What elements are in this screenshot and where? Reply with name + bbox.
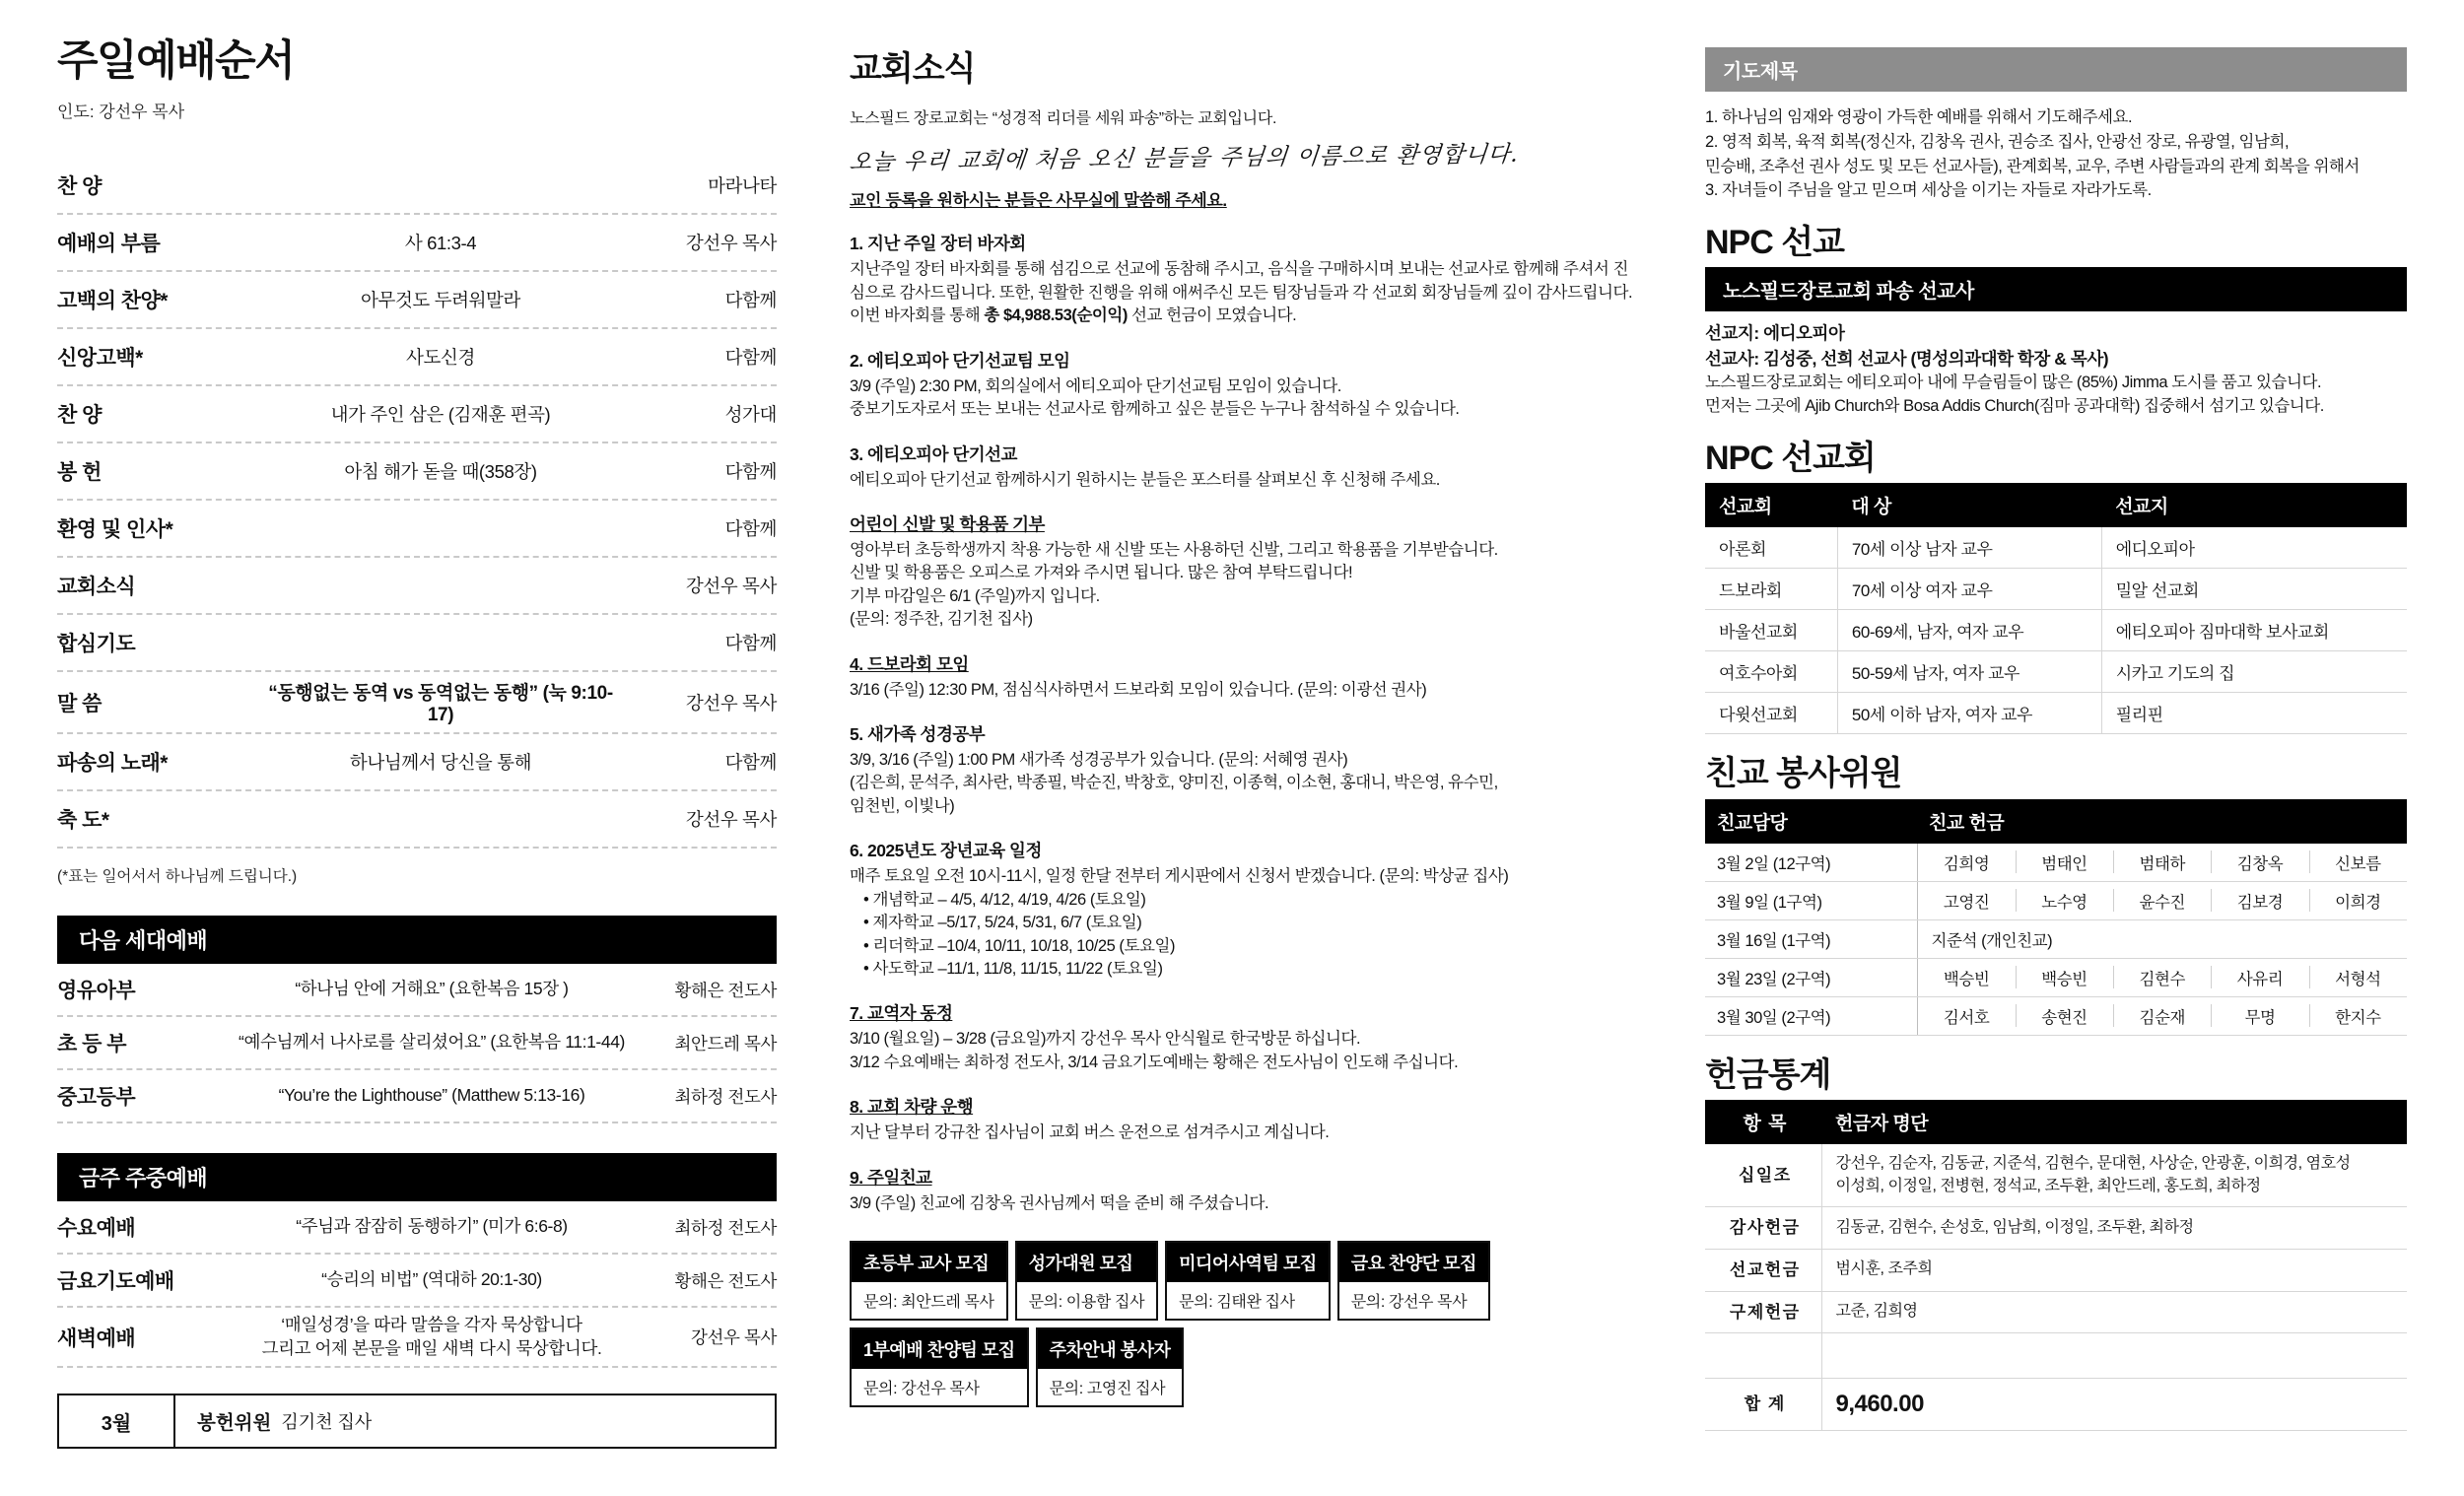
society-cell: 필리핀	[2101, 693, 2407, 734]
recruitment-boxes	[850, 1241, 1638, 1407]
committee-info	[175, 1395, 775, 1447]
news-item-list	[850, 231, 1638, 1215]
society-column-header: 선교지	[2101, 483, 2407, 527]
table-row	[1705, 1206, 2407, 1249]
offering-column-header: 항 목	[1705, 1100, 1821, 1144]
schedule-person: 최하정 전도사	[674, 1086, 777, 1107]
order-item-name: 찬 양	[57, 175, 102, 199]
recruitment-title: 금요 찬양단 모집	[1339, 1243, 1488, 1282]
fellowship-name: 송현진	[2016, 997, 2113, 1035]
schedule-row	[57, 1255, 777, 1308]
schedule-detail: “You’re the Lighthouse” (Matthew 5:13-16)	[278, 1085, 585, 1106]
offering-donors	[1821, 1333, 2407, 1379]
society-cell: 70세 이상 여자 교우	[1837, 569, 2101, 610]
news-title: 교회소식	[850, 50, 976, 88]
news-highlight-amount: 총 $4,988.53(순이익)	[984, 306, 1128, 325]
fellowship-name-grid	[1918, 997, 2408, 1035]
news-item	[850, 442, 1638, 492]
offering-category: 선교헌금	[1705, 1249, 1821, 1291]
order-item-person: 다함께	[724, 518, 777, 540]
schedule-detail: “하나님 안에 거해요” (요한복음 15장 )	[295, 979, 569, 999]
offering-category: 감사헌금	[1705, 1206, 1821, 1249]
fellowship-name: 한지수	[2309, 997, 2407, 1035]
fellowship-name: 백승빈	[2016, 959, 2113, 996]
order-item-detail: 하나님께서 당신을 통해	[349, 752, 532, 774]
weekly-worship	[57, 1153, 777, 1368]
order-item-person: 다함께	[724, 752, 777, 774]
news-item-body	[850, 375, 1638, 422]
schedule-label: 금요기도예배	[57, 1270, 174, 1294]
news-line: 임천빈, 이빛나)	[850, 796, 955, 815]
column-church-news	[850, 0, 1638, 1407]
schedule-label: 영유아부	[57, 980, 136, 1003]
order-row	[57, 791, 777, 849]
recruitment-contact: 문의: 강선우 목사	[863, 1381, 980, 1398]
committee-person: 김기천 집사	[281, 1412, 373, 1433]
news-line: 기부 마감일은 6/1 (주일)까지 입니다.	[850, 586, 1100, 605]
fellowship-table	[1705, 799, 2407, 1036]
recruitment-contact: 문의: 강선우 목사	[1350, 1294, 1468, 1312]
handwritten-welcome: 오늘 우리 교회에 처음 오신 분들을 주님의 이름으로 환영합니다.	[848, 142, 1521, 176]
order-item-name: 말 씀	[57, 692, 102, 715]
missionary-details	[1705, 321, 2407, 419]
order-item-person: 마라나타	[708, 175, 777, 197]
news-item-title: 2. 에티오피아 단기선교팀 모임	[850, 350, 1070, 371]
donor-line: 강선우, 김순자, 김동균, 지준석, 김현수, 문대현, 사상순, 안광훈, 이희경, 염호성	[1835, 1155, 2351, 1173]
fellowship-names	[1917, 881, 2407, 919]
order-item-detail: 사도신경	[406, 347, 475, 369]
fellowship-name: 백승빈	[1943, 970, 1990, 988]
news-line: 3/9, 3/16 (주일) 1:00 PM 새가족 성경공부가 있습니다. (문의: 서혜영 권사)	[850, 751, 1348, 770]
order-item-name: 합심기도	[57, 633, 136, 656]
society-cell: 60-69세, 남자, 여자 교우	[1837, 610, 2101, 651]
news-item	[850, 348, 1638, 422]
mission-desc-line1: 노스필드장로교회는 에티오피아 내에 무슬림들이 많은 (85%) Jimma 도시를 품고 있습니다.	[1705, 374, 2322, 392]
news-line: 영아부터 초등학생까지 착용 가능한 새 신발 또는 사용하던 신발, 그리고 학용품을 기부받습니다.	[850, 540, 1498, 559]
news-item	[850, 231, 1638, 327]
news-item-title: 4. 드보라회 모임	[850, 653, 969, 674]
mission-society-table	[1705, 483, 2407, 734]
offering-category: 구제헌금	[1705, 1291, 1821, 1333]
society-cell: 밀알 선교회	[2101, 569, 2407, 610]
order-item-person: 강선우 목사	[685, 809, 777, 831]
society-cell: 여호수아회	[1705, 651, 1837, 693]
mission-field: 선교지: 에디오피아	[1705, 323, 1845, 344]
news-item-body	[850, 749, 1638, 818]
donor-line: 이성희, 이정일, 전병현, 정석교, 조두환, 최안드레, 홍도희, 최하정	[1835, 1177, 2261, 1194]
order-row	[57, 558, 777, 615]
fellowship-name-grid	[1918, 959, 2408, 996]
fellowship-name: 신보름	[2309, 844, 2407, 881]
news-item	[850, 838, 1638, 981]
table-row	[1705, 996, 2407, 1035]
table-row	[1705, 844, 2407, 882]
society-cell: 아론회	[1705, 527, 1837, 569]
donor-line: 범시훈, 조주희	[1835, 1260, 1933, 1278]
fellowship-name: 김창옥	[2211, 844, 2308, 881]
committee-role: 봉헌위원	[197, 1412, 272, 1435]
society-cell: 에티오피아 짐마대학 보사교회	[2101, 610, 2407, 651]
fellowship-date: 3월 23일 (2구역)	[1705, 958, 1917, 996]
news-item	[850, 1000, 1638, 1074]
schedule-label: 초 등 부	[57, 1033, 127, 1056]
npc-mission-title: NPC 선교	[1705, 224, 1844, 261]
order-row	[57, 272, 777, 329]
table-row	[1705, 958, 2407, 996]
recruitment-box[interactable]	[1337, 1241, 1490, 1321]
schedule-row	[57, 1070, 777, 1123]
news-line: 매주 토요일 오전 10시-11시, 일정 한달 전부터 게시판에서 신청서 받겠습니다. (문의: 박상균 집사)	[850, 867, 1509, 886]
order-row	[57, 615, 777, 672]
recruitment-title: 1부예배 찬양팀 모집	[852, 1329, 1027, 1369]
schedule-row	[57, 1017, 777, 1070]
table-row	[1705, 1249, 2407, 1291]
news-item-title: 9. 주일친교	[850, 1167, 932, 1188]
news-item-title: 1. 지난 주일 장터 바자회	[850, 234, 1026, 254]
offering-column-header: 헌금자 명단	[1821, 1100, 2407, 1144]
fellowship-column-header: 친교담당	[1705, 799, 1917, 844]
order-item-person: 다함께	[724, 290, 777, 311]
recruitment-box[interactable]	[1165, 1241, 1331, 1321]
news-item-title: 어린이 신발 및 학용품 기부	[850, 513, 1045, 534]
fellowship-names	[1917, 844, 2407, 882]
table-row	[1705, 1291, 2407, 1333]
worship-order-table	[57, 158, 777, 849]
order-row	[57, 329, 777, 386]
table-row	[1705, 919, 2407, 958]
schedule-person: 최안드레 목사	[674, 1033, 777, 1054]
news-line: 에티오피아 단기선교 함께하시기 원하시는 분들은 포스터를 살펴보신 후 신청해 주세요.	[850, 470, 1440, 489]
page-title: 주일예배순서	[57, 37, 295, 85]
news-line: 3/10 (월요일) – 3/28 (금요일)까지 강선우 목사 안식월로 한국방문 하십니다.	[850, 1030, 1361, 1049]
fellowship-title: 친교 봉사위원	[1705, 755, 1902, 793]
order-item-detail: “동행없는 동역 vs 동역없는 동행” (눅 9:10-17)	[268, 683, 613, 726]
news-item	[850, 651, 1638, 702]
fellowship-date: 3월 2일 (12구역)	[1705, 844, 1917, 882]
fellowship-name: 사유리	[2211, 959, 2308, 996]
society-column-header: 선교회	[1705, 483, 1837, 527]
news-line: (문의: 정주찬, 김기천 집사)	[850, 610, 1033, 629]
news-item-body	[850, 1028, 1638, 1074]
recruitment-contact: 문의: 고영진 집사	[1049, 1381, 1166, 1398]
schedule-row	[57, 1308, 777, 1368]
fellowship-name: 무명	[2211, 997, 2308, 1035]
order-item-person: 다함께	[724, 633, 777, 654]
order-row	[57, 672, 777, 734]
order-item-person: 다함께	[724, 461, 777, 483]
schedule-detail: ‘매일성경’을 따라 말씀을 각자 묵상합니다 그리고 어제 본문을 매일 새벽 다시 묵상합니다.	[261, 1315, 602, 1358]
fellowship-column-header: 친교 헌금	[1917, 799, 2407, 844]
news-item	[850, 1165, 1638, 1215]
news-line: 지난 달부터 강규찬 집사님이 교회 버스 운전으로 섬겨주시고 계십니다.	[850, 1123, 1330, 1142]
fellowship-name: 김순재	[2113, 997, 2211, 1035]
month-label: 3월	[59, 1395, 175, 1447]
church-motto: 노스필드 장로교회는 “성경적 리더를 세워 파송”하는 교회입니다.	[850, 110, 1277, 128]
society-cell: 50-59세 남자, 여자 교우	[1837, 651, 2101, 693]
next-gen-header: 다음 세대예배	[57, 916, 777, 964]
recruitment-contact: 문의: 최안드레 목사	[863, 1294, 994, 1312]
news-line: • 제자학교 –5/17, 5/24, 5/31, 6/7 (토요일)	[863, 914, 1142, 932]
news-line: • 리더학교 –10/4, 10/11, 10/18, 10/25 (토요일)	[863, 936, 1175, 955]
fellowship-name: 김서호	[1943, 1008, 1990, 1027]
worship-leader: 인도: 강선우 목사	[57, 102, 185, 122]
schedule-detail: “주님과 잠잠히 동행하기” (미가 6:6-8)	[296, 1216, 568, 1237]
table-row	[1705, 1144, 2407, 1206]
fellowship-name-grid	[1918, 844, 2408, 881]
news-item-title: 8. 교회 차량 운행	[850, 1097, 974, 1118]
society-cell: 70세 이상 남자 교우	[1837, 527, 2101, 569]
recruitment-title: 성가대원 모집	[1017, 1243, 1157, 1282]
recruitment-contact: 문의: 김태완 집사	[1179, 1294, 1295, 1312]
news-item-title: 6. 2025년도 장년교육 일정	[850, 841, 1042, 861]
news-item-body	[850, 679, 1638, 702]
news-item	[850, 721, 1638, 818]
schedule-label: 수요예배	[57, 1217, 136, 1241]
recruitment-box[interactable]	[850, 1241, 1008, 1321]
sent-missionary-header: 노스필드장로교회 파송 선교사	[1705, 267, 2407, 311]
order-item-detail: 사 61:3-4	[404, 233, 477, 254]
order-row	[57, 443, 777, 501]
news-item-body	[850, 865, 1638, 981]
society-cell: 드보라회	[1705, 569, 1837, 610]
recruitment-box[interactable]	[1036, 1327, 1185, 1407]
schedule-person: 최하정 전도사	[674, 1217, 777, 1238]
order-item-person: 강선우 목사	[685, 233, 777, 254]
news-item-title: 7. 교역자 동정	[850, 1003, 953, 1024]
npc-society-title: NPC 선교회	[1705, 439, 1876, 477]
news-line: 중보기도자로서 또는 보내는 선교사로 함께하고 싶은 분들은 누구나 참석하실 수 있습니다.	[850, 400, 1460, 419]
mission-desc-line2: 먼저는 그곳에 Ajib Church와 Bosa Addis Church(짐마 공과대학) 집중해서 섬기고 있습니다.	[1705, 397, 2324, 416]
schedule-label: 중고등부	[57, 1086, 136, 1110]
news-line: • 개념학교 – 4/5, 4/12, 4/19, 4/26 (토요일)	[863, 890, 1146, 909]
news-line: 3/9 (주일) 2:30 PM, 회의실에서 에티오피아 단기선교팀 모임이 있습니다.	[850, 376, 1341, 395]
offering-title: 헌금통계	[1705, 1055, 1831, 1094]
schedule-person: 황해은 전도사	[674, 980, 777, 1000]
star-footnote: (*표는 일어서서 하나님께 드립니다.)	[57, 868, 298, 886]
order-row	[57, 734, 777, 791]
order-row	[57, 215, 777, 272]
recruitment-title: 초등부 교사 모집	[852, 1243, 1006, 1282]
order-item-person: 강선우 목사	[685, 692, 777, 714]
fellowship-name: 서형석	[2309, 959, 2407, 996]
news-line: 3/16 (주일) 12:30 PM, 점심식사하면서 드보라회 모임이 있습니다. (문의: 이광선 권사)	[850, 680, 1427, 699]
fellowship-name: 김보경	[2211, 882, 2308, 919]
news-line: • 사도학교 –11/1, 11/8, 11/15, 11/22 (토요일)	[863, 959, 1163, 978]
prayer-topic-list	[1705, 105, 2407, 203]
order-item-name: 신앙고백*	[57, 347, 143, 371]
order-row	[57, 386, 777, 443]
schedule-row	[57, 964, 777, 1017]
schedule-label: 새벽예배	[57, 1326, 136, 1350]
offering-donors	[1821, 1291, 2407, 1333]
fellowship-names	[1917, 996, 2407, 1035]
prayer-line: 1. 하나님의 임재와 영광이 가득한 예배를 위해서 기도해주세요.	[1705, 108, 2133, 126]
recruitment-title: 미디어사역팀 모집	[1167, 1243, 1329, 1282]
news-item-title: 3. 에티오피아 단기선교	[850, 443, 1017, 464]
order-row	[57, 158, 777, 215]
table-row	[1705, 693, 2407, 734]
recruitment-box[interactable]	[1015, 1241, 1159, 1321]
schedule-detail: “예수님께서 나사로를 살리셨어요” (요한복음 11:1-44)	[239, 1032, 625, 1053]
offering-total-row	[1705, 1379, 2407, 1431]
table-row	[1705, 651, 2407, 693]
order-item-name: 환영 및 인사*	[57, 518, 173, 542]
fellowship-name: 노수영	[2016, 882, 2113, 919]
offering-committee-box	[57, 1394, 777, 1449]
order-item-person: 다함께	[724, 347, 777, 369]
fellowship-name: 김현수	[2113, 959, 2211, 996]
registration-note: 교인 등록을 원하시는 분들은 사무실에 말씀해 주세요.	[850, 191, 1227, 211]
order-item-person: 강선우 목사	[685, 576, 777, 597]
order-row	[57, 501, 777, 558]
offering-category	[1705, 1333, 1821, 1379]
offering-category: 십일조	[1705, 1144, 1821, 1206]
society-cell: 다윗선교회	[1705, 693, 1837, 734]
order-item-name: 찬 양	[57, 404, 102, 428]
donor-line: 김동균, 김현수, 손성호, 임남희, 이정일, 조두환, 최하정	[1835, 1218, 2194, 1236]
news-item-body	[850, 1192, 1638, 1215]
recruitment-contact: 문의: 이용함 집사	[1028, 1294, 1145, 1312]
offering-total-label: 합 계	[1705, 1379, 1821, 1431]
fellowship-names	[1917, 958, 2407, 996]
news-item	[850, 511, 1638, 632]
news-item-body	[850, 539, 1638, 632]
news-item-body: 지난주일 장터 바자회를 통해 섬김으로 선교에 동참해 주시고, 음식을 구매하시며 보내는 선교사로 함께해 주셔서 진심으로 감사드립니다. 또한, 원활한 진행을 위해 애써주신 모든 팀장님들과 각 선교회 회장님들께 깊이 감사드립니다. 이번 바자회를 통해 총 $4,988.53(순이익) 선교 헌금이 모였습니다.	[850, 260, 1633, 325]
offering-stats-table	[1705, 1100, 2407, 1431]
news-item-body	[850, 469, 1638, 492]
order-item-detail: 아무것도 두려워말라	[361, 290, 520, 311]
news-line: 3/9 (주일) 친교에 김창옥 권사님께서 떡을 준비 해 주셨습니다.	[850, 1193, 1269, 1212]
prayer-header: 기도제목	[1705, 47, 2407, 92]
column-worship-order	[57, 0, 777, 1449]
fellowship-name: 지준석 (개인친교)	[1931, 931, 2053, 950]
news-line: 신발 및 학용품은 오피스로 가져와 주시면 됩니다. 많은 참여 부탁드립니다!	[850, 564, 1353, 582]
society-cell: 에디오피아	[2101, 527, 2407, 569]
order-item-detail: 내가 주인 삼은 (김재훈 편곡)	[330, 404, 551, 426]
fellowship-name: 이희경	[2309, 882, 2407, 919]
news-line: (김은희, 문석주, 최사란, 박종필, 박순진, 박창호, 양미진, 이종혁, 이소현, 홍대니, 박은영, 유수민,	[850, 774, 1498, 792]
offering-donors	[1821, 1249, 2407, 1291]
fellowship-date: 3월 30일 (2구역)	[1705, 996, 1917, 1035]
fellowship-name: 범태인	[2016, 844, 2113, 881]
donor-line: 고준, 김희영	[1835, 1303, 1918, 1321]
society-cell: 50세 이하 남자, 여자 교우	[1837, 693, 2101, 734]
fellowship-names	[1917, 919, 2407, 958]
society-cell: 시카고 기도의 집	[2101, 651, 2407, 693]
schedule-row	[57, 1201, 777, 1255]
table-row	[1705, 610, 2407, 651]
recruitment-title: 주차안내 봉사자	[1038, 1329, 1183, 1369]
missionary-name: 선교사: 김성중, 선희 선교사 (명성의과대학 학장 & 목사)	[1705, 348, 2109, 369]
order-item-name: 파송의 노래*	[57, 752, 168, 776]
next-generation-worship	[57, 916, 777, 1123]
weekly-header: 금주 주중예배	[57, 1153, 777, 1201]
order-item-name: 교회소식	[57, 576, 136, 599]
recruitment-box[interactable]	[850, 1327, 1029, 1407]
society-column-header: 대 상	[1837, 483, 2101, 527]
offering-donors	[1821, 1206, 2407, 1249]
news-item-title: 5. 새가족 성경공부	[850, 724, 986, 745]
table-row	[1705, 569, 2407, 610]
fellowship-name-grid	[1918, 882, 2408, 919]
prayer-line: 민승배, 조추선 권사 성도 및 모든 선교사들), 관계회복, 교우, 주변 사람들과의 관계 회복을 위해서	[1705, 157, 2360, 175]
news-line: 3/12 수요예배는 최하정 전도사, 3/14 금요기도예배는 황해은 전도사님이 인도해 주십니다.	[850, 1053, 1459, 1071]
order-item-name: 봉 헌	[57, 461, 102, 485]
schedule-person: 황해은 전도사	[674, 1270, 777, 1291]
order-item-name: 예배의 부름	[57, 233, 161, 256]
news-item-body	[850, 1122, 1638, 1144]
news-item	[850, 1094, 1638, 1144]
offering-total-value: 9,460.00	[1821, 1379, 2407, 1431]
table-row	[1705, 1333, 2407, 1379]
fellowship-name: 윤수진	[2113, 882, 2211, 919]
prayer-line: 3. 자녀들이 주님을 알고 믿으며 세상을 이기는 자들로 자라가도록.	[1705, 181, 2152, 200]
column-prayer-mission	[1705, 0, 2407, 1431]
fellowship-name: 김희영	[1943, 854, 1990, 873]
fellowship-date: 3월 9일 (1구역)	[1705, 881, 1917, 919]
order-item-person: 성가대	[724, 404, 777, 426]
offering-donors	[1821, 1144, 2407, 1206]
schedule-person: 강선우 목사	[691, 1327, 777, 1348]
prayer-line: 2. 영적 회복, 육적 회복(정신자, 김창옥 권사, 권승조 집사, 안광선 장로, 유광열, 임남희,	[1705, 132, 2290, 151]
order-item-name: 축 도*	[57, 809, 109, 833]
schedule-detail: “승리의 비법” (역대하 20:1-30)	[321, 1269, 542, 1290]
order-item-name: 고백의 찬양*	[57, 290, 168, 313]
fellowship-name: 고영진	[1943, 893, 1990, 912]
society-cell: 바울선교회	[1705, 610, 1837, 651]
table-row	[1705, 881, 2407, 919]
fellowship-name: 범태하	[2113, 844, 2211, 881]
fellowship-date: 3월 16일 (1구역)	[1705, 919, 1917, 958]
table-row	[1705, 527, 2407, 569]
order-item-detail: 아침 해가 돋을 때(358장)	[344, 461, 537, 483]
